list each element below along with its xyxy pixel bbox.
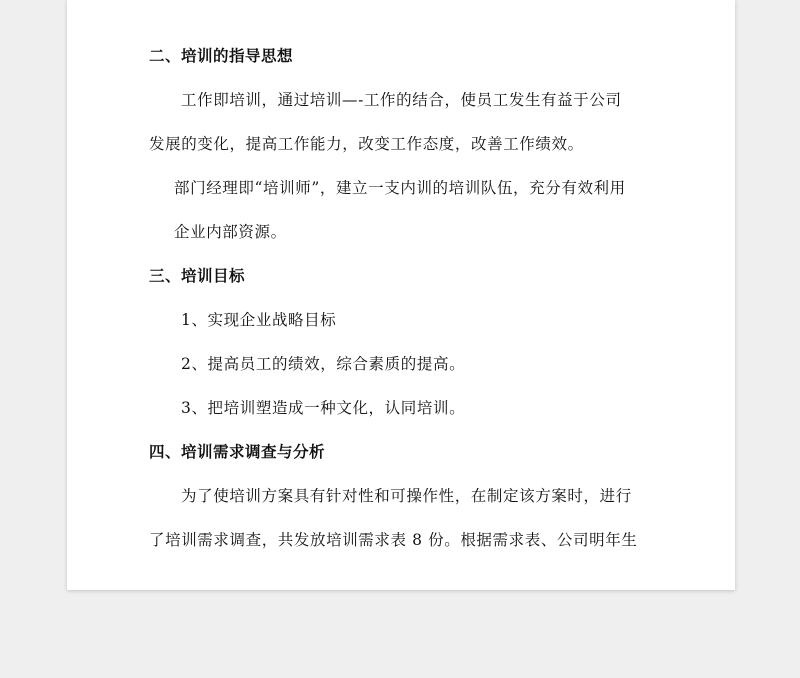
paragraph-line: 部门经理即“培训师”，建立一支内训的培训队伍，充分有效利用 xyxy=(174,179,626,197)
paragraph-line: 为了使培训方案具有针对性和可操作性，在制定该方案时，进行 xyxy=(181,487,632,505)
paragraph-line: 工作即培训，通过培训—-工作的结合，使员工发生有益于公司 xyxy=(181,91,622,109)
section-heading-needs-analysis: 四、培训需求调查与分析 xyxy=(149,443,326,461)
list-item: 2、提高员工的绩效，综合素质的提高。 xyxy=(181,355,466,373)
list-item: 1、实现企业战略目标 xyxy=(181,311,337,329)
list-item: 3、把培训塑造成一种文化，认同培训。 xyxy=(181,399,466,417)
section-heading-training-goals: 三、培训目标 xyxy=(149,267,246,285)
document-page xyxy=(67,0,735,590)
paragraph-line: 企业内部资源。 xyxy=(174,223,287,241)
paragraph-line: 了培训需求调查，共发放培训需求表 8 份。根据需求表、公司明年生 xyxy=(149,531,638,549)
section-heading-guiding-ideology: 二、培训的指导思想 xyxy=(149,47,294,65)
paragraph-line: 发展的变化，提高工作能力，改变工作态度，改善工作绩效。 xyxy=(149,135,584,153)
